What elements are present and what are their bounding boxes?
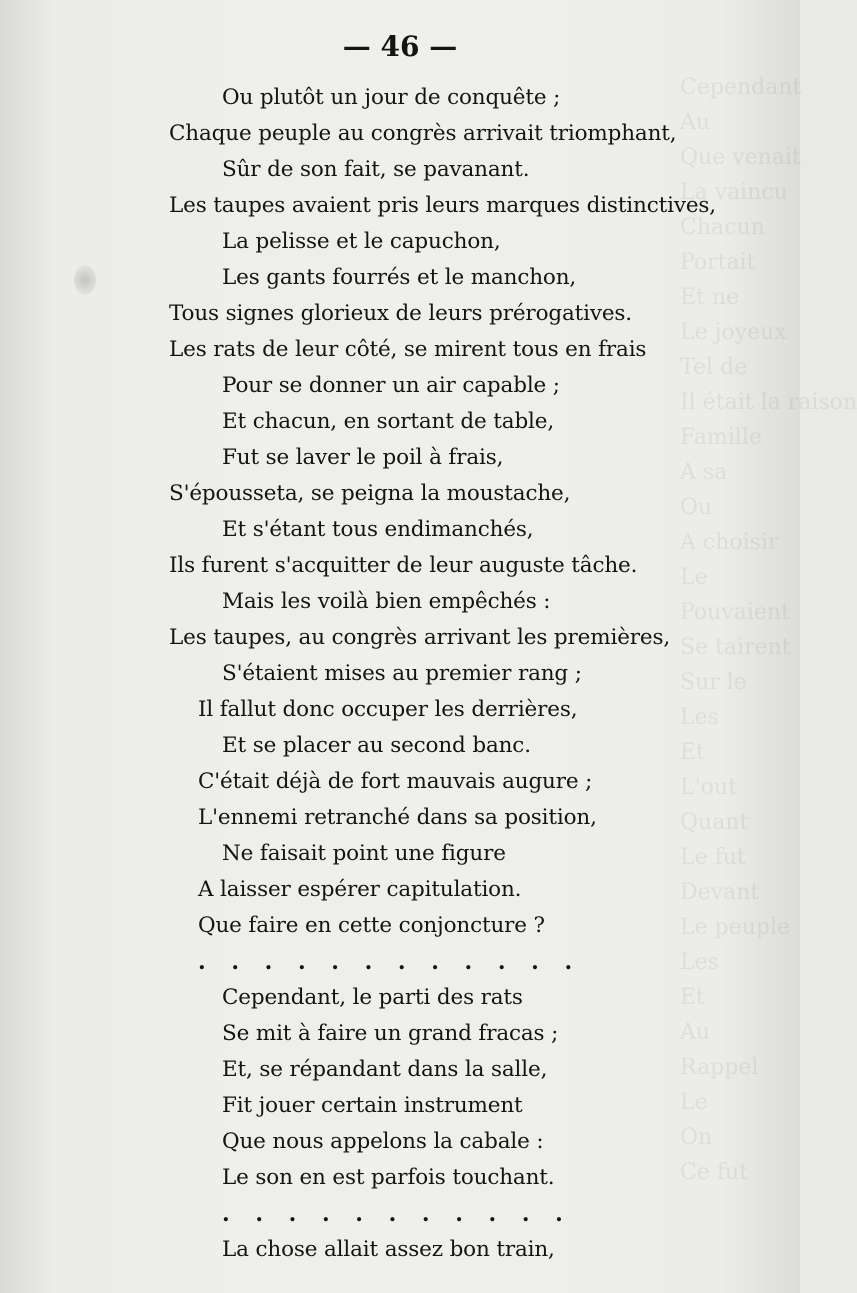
ellipsis-row: . . . . . . . . . . . . [198, 949, 582, 975]
poem-line: Le son en est parfois touchant. [222, 1165, 555, 1190]
poem-line: Que faire en cette conjoncture ? [198, 913, 545, 938]
ellipsis-row: . . . . . . . . . . . [222, 1201, 572, 1227]
poem-line: S'épousseta, se peigna la moustache, [169, 481, 571, 506]
poem-line: Les rats de leur côté, se mirent tous en frais [169, 337, 647, 362]
page-number: — 46 — [342, 30, 458, 63]
poem-line: L'ennemi retranché dans sa position, [198, 805, 597, 830]
poem-line: Cependant, le parti des rats [222, 985, 523, 1010]
show-through-text: Cependant Au Que venait La vaincu Chacun Portait Et ne Le joyeux Tel de Il était la raison Famille A sa Ou A choisir Le Pouvaient Se tairent Sur le Les Et L'out Quant Le fut Devant Le peuple Les Et Au Rappel Le On Ce fut [680, 75, 857, 1185]
poem-line: S'étaient mises au premier rang ; [222, 661, 582, 686]
poem-line: A laisser espérer capitulation. [198, 877, 522, 902]
ink-stain [74, 265, 96, 295]
poem-line: La chose allait assez bon train, [222, 1237, 555, 1262]
poem-line: C'était déjà de fort mauvais augure ; [198, 769, 593, 794]
poem-line: Et, se répandant dans la salle, [222, 1057, 548, 1082]
poem-line: Les taupes, au congrès arrivant les premières, [169, 625, 671, 650]
poem-line: Mais les voilà bien empêchés : [222, 589, 551, 614]
poem-line: Que nous appelons la cabale : [222, 1129, 544, 1154]
poem-line: Les taupes avaient pris leurs marques distinctives, [169, 193, 716, 218]
poem-line: Les gants fourrés et le manchon, [222, 265, 577, 290]
poem-line: Fut se laver le poil à frais, [222, 445, 504, 470]
poem-line: Tous signes glorieux de leurs prérogatives. [169, 301, 632, 326]
poem-line: Et se placer au second banc. [222, 733, 531, 758]
poem-line: Sûr de son fait, se pavanant. [222, 157, 530, 182]
poem-line: Ils furent s'acquitter de leur auguste tâche. [169, 553, 638, 578]
poem-line: Pour se donner un air capable ; [222, 373, 560, 398]
poem-line: Et s'étant tous endimanchés, [222, 517, 534, 542]
poem-line: Se mit à faire un grand fracas ; [222, 1021, 559, 1046]
poem-line: La pelisse et le capuchon, [222, 229, 501, 254]
poem-line: Il fallut donc occuper les derrières, [198, 697, 578, 722]
poem-line: Ou plutôt un jour de conquête ; [222, 85, 561, 110]
poem-line: Chaque peuple au congrès arrivait triomphant, [169, 121, 677, 146]
poem-line: Fit jouer certain instrument [222, 1093, 523, 1118]
poem-line: Et chacun, en sortant de table, [222, 409, 555, 434]
poem-line: Ne faisait point une figure [222, 841, 506, 866]
